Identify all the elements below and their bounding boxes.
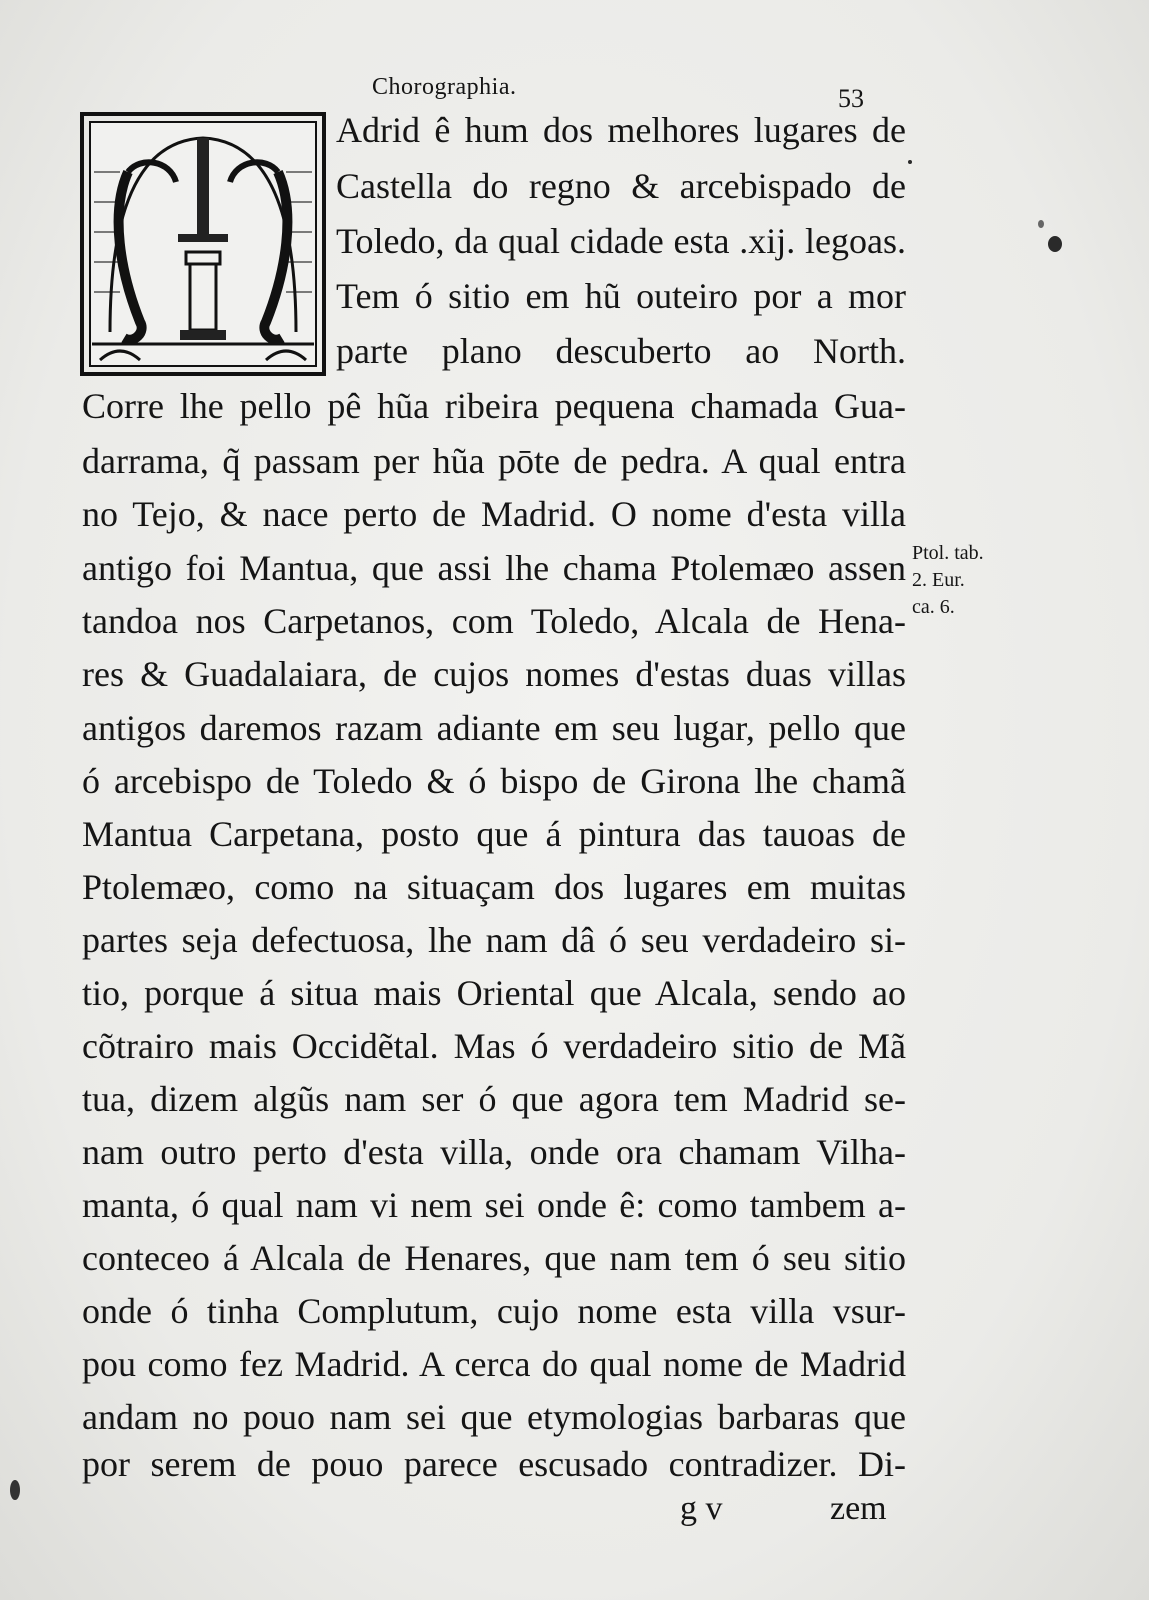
text-line: res & Guadalaiara, de cujos nomes d'estas duas villas [82,654,906,694]
text-line: no Tejo, & nace perto de Madrid. O nome d'esta villa [82,494,906,534]
marginal-line: ca. 6. [912,596,955,618]
text-line: tio, porque á situa mais Oriental que Alcala, sendo ao [82,973,906,1013]
marginal-note [912,540,1024,621]
text-line: nam outro perto d'esta villa, onde ora chamam Vilha- [82,1132,906,1172]
text-line: parte plano descuberto ao North. [336,331,906,371]
marginal-line: Ptol. tab. [912,542,984,564]
ink-spot [10,1480,20,1500]
text-line: partes seja defectuosa, lhe nam dâ ó seu verdadeiro si- [82,920,906,960]
text-line: antigos daremos razam adiante em seu lugar, pello que [82,708,906,748]
text-line: ó arcebispo de Toledo & ó bispo de Girona lhe chamã [82,761,906,801]
text-line: conteceo á Alcala de Henares, que nam tem ó seu sitio [82,1238,906,1278]
text-line: tandoa nos Carpetanos, com Toledo, Alcala de Hena- [82,601,906,641]
text-line: andam no pouo nam sei que etymologias barbaras que [82,1397,906,1437]
text-line: pou como fez Madrid. A cerca do qual nome de Madrid [82,1344,906,1384]
running-head: Chorographia. [372,74,517,100]
signature-mark: g v [680,1490,723,1527]
text-line: por serem de pouo parece escusado contradizer. Di- [82,1444,906,1484]
ink-spot [1038,220,1044,228]
marginal-line: 2. Eur. [912,569,965,591]
text-line: Toledo, da qual cidade esta .xij. legoas. [336,221,906,261]
catchword: zem [830,1490,887,1527]
text-line: cõtrairo mais Occidẽtal. Mas ó verdadeiro sitio de Mã [82,1026,906,1066]
text-line: tua, dizem algũs nam ser ó que agora tem Madrid se- [82,1079,906,1119]
text-line: Adrid ê hum dos melhores lugares de [336,110,906,150]
folio-number: 53 [838,84,864,113]
decorated-initial-icon [80,112,326,376]
text-line: Ptolemæo, como na situaçam dos lugares em muitas [82,867,906,907]
ink-spot [908,160,912,164]
text-line: darrama, q̃ passam per hũa pōte de pedra. A qual entra [82,441,906,481]
text-line: Tem ó sitio em hũ outeiro por a mor [336,276,906,316]
text-line: Mantua Carpetana, posto que á pintura das tauoas de [82,814,906,854]
ink-spot [1048,236,1062,252]
text-line: antigo foi Mantua, que assi lhe chama Ptolemæo assen [82,548,906,588]
text-line: Corre lhe pello pê hũa ribeira pequena chamada Gua- [82,386,906,426]
text-line: Castella do regno & arcebispado de [336,166,906,206]
text-line: onde ó tinha Complutum, cujo nome esta villa vsur- [82,1291,906,1331]
text-line: manta, ó qual nam vi nem sei onde ê: como tambem a- [82,1185,906,1225]
